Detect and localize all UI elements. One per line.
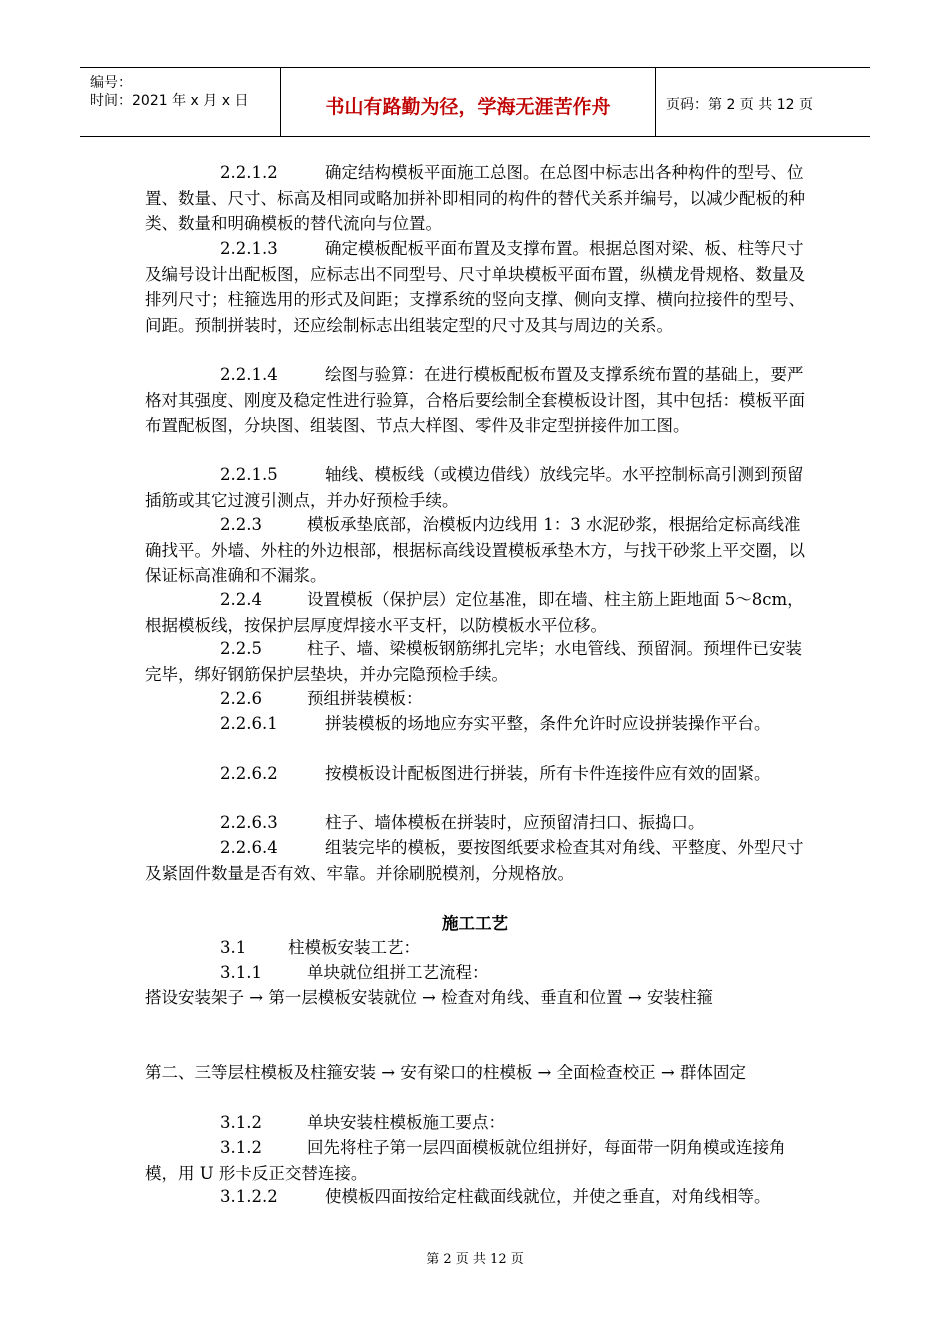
clause-text: 轴线、模板线（或模边借线）放线完毕。水平控制标高引测到预留插筋或其它过渡引测点，并办好预检手续。 [145,465,804,510]
header-page-cell [656,68,870,136]
clause-text: 柱模板安装工艺： [288,938,420,957]
clause-number: 3.1 [220,938,247,957]
clause-text: 确定结构模板平面施工总图。在总图中标志出各种构件的型号、位置、数量、尺寸、标高及相同或略加拼补即相同的构件的替代关系并编号，以减少配板的种类、数量和明确模板的替代流向与位置。 [145,163,805,233]
paragraph [145,512,810,589]
clause-text: 按模板设计配板图进行拼装，所有卡件连接件应有效的固紧。 [325,764,771,783]
paragraph [145,236,810,338]
clause-number: 2.2.6.4 [220,838,278,857]
clause-text: 回先将柱子第一层四面模板就位组拼好，每面带一阴角模或连接角模，用 U 形卡反正交替连接。 [145,1138,786,1183]
page-footer: 第 2 页 共 12 页 [426,1252,524,1267]
clause-number: 3.1.2.2 [220,1187,278,1206]
page-header [80,67,870,137]
clause-text: 拼装模板的场地应夯实平整，条件允许时应设拼装操作平台。 [325,714,771,733]
paragraph [145,362,810,439]
clause-text: 绘图与验算：在进行模板配板布置及支撑系统布置的基础上，要严格对其强度、刚度及稳定性进行验算，合格后要绘制全套模板设计图，其中包括：模板平面布置配板图，分块图、组装图、节点大样图、零件及非定型拼接件加工图。 [145,365,805,435]
clause-text: 单块安装柱模板施工要点： [307,1113,505,1132]
paragraph [145,160,810,237]
paragraph [145,960,810,986]
clause-text: 组装完毕的模板，要按图纸要求检查其对角线、平整度、外型尺寸及紧固件数量是否有效、牢靠。并徐刷脱模剂，分规格放。 [145,838,804,883]
header-meta [80,68,281,136]
clause-number: 2.2.1.5 [220,465,278,484]
paragraph [145,835,810,886]
clause-text: 设置模板（保护层）定位基准，即在墙、柱主筋上距地面 5～8cm，根据模板线，按保护层厚度焊接水平支杆，以防模板水平位移。 [145,590,804,635]
paragraph [145,1184,810,1210]
paragraph [145,1135,810,1186]
section-heading: 施工工艺 [442,914,508,933]
header-motto-cell [281,68,656,136]
process-flow-1: 搭设安装架子 → 第一层模板安装就位 → 检查对角线、垂直和位置 → 安装柱箍 [145,988,713,1007]
clause-text: 单块就位组拼工艺流程： [307,963,489,982]
clause-number: 2.2.1.2 [220,163,278,182]
clause-number: 2.2.6.1 [220,714,278,733]
clause-number: 2.2.6 [220,689,262,708]
paragraph [145,686,810,712]
clause-number: 2.2.4 [220,590,262,609]
clause-number: 2.2.1.3 [220,239,278,258]
clause-number: 2.2.3 [220,515,262,534]
clause-text: 模板承垫底部，治模板内边线用 1：3 水泥砂浆，根据给定标高线准确找平。外墙、外柱的外边根部，根据标高线设置模板承垫木方，与找干砂浆上平交圈，以保证标高准确和不漏浆。 [145,515,805,585]
paragraph [145,935,810,961]
paragraph [145,1110,810,1136]
clause-number: 3.1.2 [220,1113,262,1132]
clause-text: 柱子、墙体模板在拼装时，应预留清扫口、振捣口。 [325,813,705,832]
paragraph [145,810,810,836]
header-motto: 书山有路勤为径，学海无涯苦作舟 [325,96,611,118]
clause-text: 确定模板配板平面布置及支撑布置。根据总图对梁、板、柱等尺寸及编号设计出配板图，应标志出不同型号、尺寸单块模板平面布置，纵横龙骨规格、数量及排列尺寸；柱箍选用的形式及间距；支撑系统的竖向支撑、侧向支撑、横向拉接件的型号、间距。预制拼装时，还应绘制标志出组装定型的尺寸及其与周边的关系。 [145,239,805,335]
process-flow-2: 第二、三等层柱模板及柱箍安装 → 安有梁口的柱模板 → 全面检查校正 → 群体固定 [145,1063,746,1082]
doc-date-label: 时间：2021 年 x 月 x 日 [90,93,249,109]
clause-number: 2.2.6.2 [220,764,278,783]
clause-number: 2.2.5 [220,639,262,658]
clause-number: 3.1.1 [220,963,262,982]
clause-number: 2.2.6.3 [220,813,278,832]
paragraph [145,711,810,737]
paragraph [145,462,810,513]
paragraph [145,587,810,638]
header-page-number: 页码：第 2 页 共 12 页 [666,97,813,113]
paragraph [145,761,810,787]
clause-number: 2.2.1.4 [220,365,278,384]
doc-code-label: 编号： [90,75,132,91]
paragraph [145,636,810,687]
clause-number: 3.1.2 [220,1138,262,1157]
clause-text: 使模板四面按给定柱截面线就位，并使之垂直，对角线相等。 [325,1187,771,1206]
clause-text: 预组拼装模板： [307,689,423,708]
clause-text: 柱子、墙、梁模板钢筋绑扎完毕；水电管线、预留洞。预埋件已安装完毕，绑好钢筋保护层垫块，并办完隐预检手续。 [145,639,802,684]
